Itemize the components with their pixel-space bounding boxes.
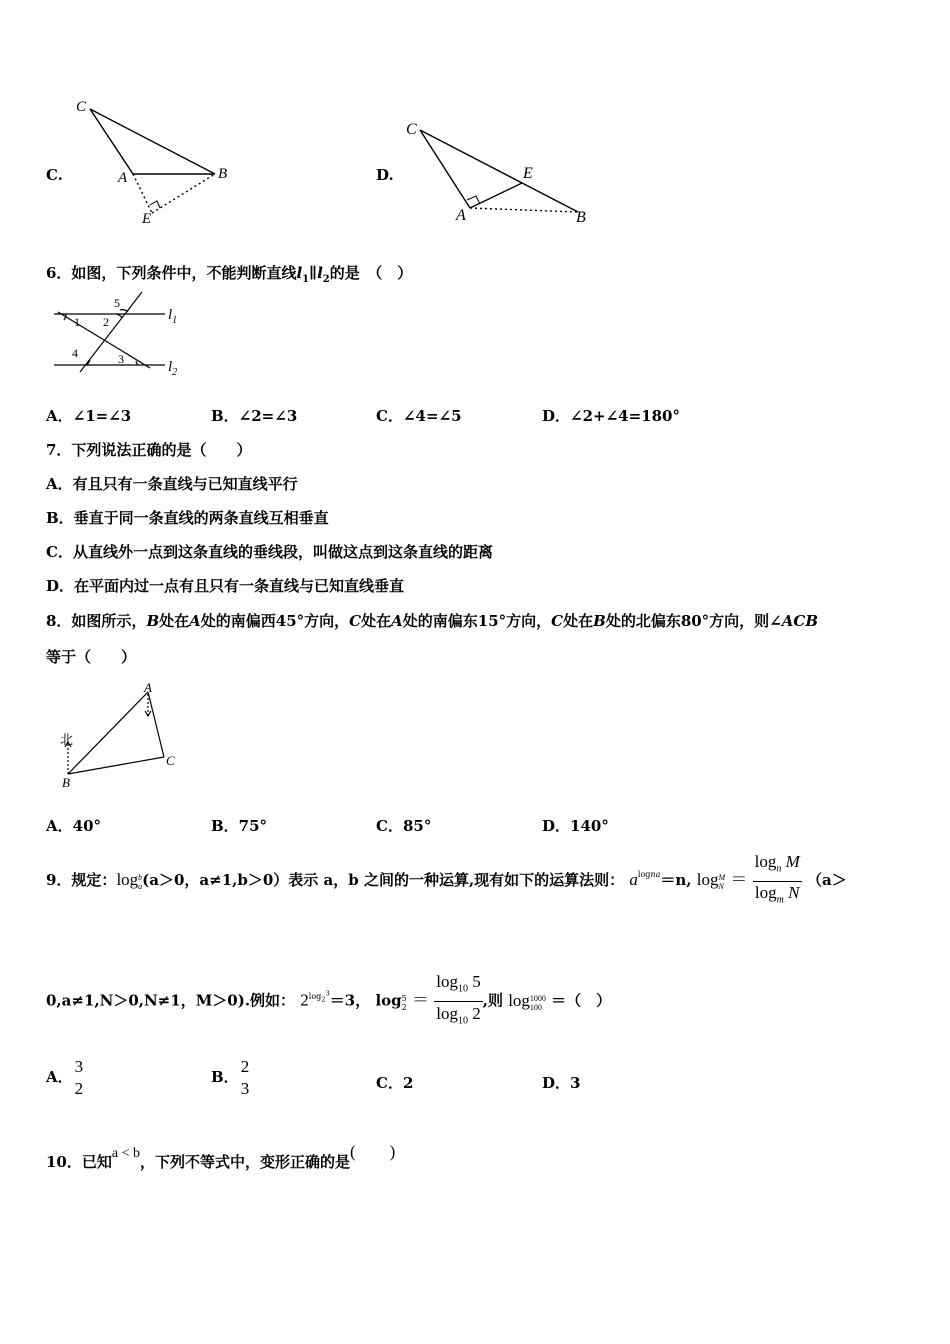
q10-paren: ( ) <box>350 1142 396 1161</box>
option-b-fraction: 2 3 <box>240 1057 250 1098</box>
q8-stem-line1: 8．如图所示，B处在A处的南偏西45°方向，C处在A处的南偏东15°方向，C处在B处的北偏东80°方向，则∠ACB <box>46 612 819 630</box>
q6-option-d[interactable]: D．∠2+∠4=180° <box>542 407 680 425</box>
q9-option-b[interactable]: B． 2 3 <box>211 1057 250 1098</box>
example2-subscript: 5 2 <box>401 993 407 1012</box>
q8-option-b[interactable]: B．75° <box>211 817 268 835</box>
segment-cb <box>90 109 215 174</box>
label-b: B <box>62 775 70 790</box>
label-e: E <box>523 165 533 182</box>
q9-option-c[interactable]: C．2 <box>376 1074 414 1092</box>
example2-equals: ＝ <box>412 990 429 1010</box>
angle-arc-2 <box>116 314 122 318</box>
label-a: A <box>144 680 152 695</box>
segment-ac <box>148 692 164 757</box>
segment-cb <box>420 130 578 212</box>
segment-ae <box>133 174 152 213</box>
angle-arc-3 <box>136 361 138 365</box>
angle-arc-1 <box>64 314 66 320</box>
option-a-fraction: 3 2 <box>74 1057 84 1098</box>
q6-figure <box>50 288 190 380</box>
example2-fraction: $\frac{\log_{10} 5}{\log_{10} 2}$ <box>436 971 481 1027</box>
right-angle-mark <box>150 201 160 208</box>
q8-option-c[interactable]: C．85° <box>376 817 432 835</box>
label-e: E <box>142 211 152 225</box>
q5-figure-c <box>70 95 240 225</box>
q7-option-a[interactable]: A．有且只有一条直线与已知直线平行 <box>46 475 298 493</box>
label-b: B <box>218 166 228 182</box>
q7-stem: 7．下列说法正确的是（ ） <box>46 441 252 459</box>
rule2-fraction: $\frac{\log_n M}{\log_m N}$ <box>754 852 800 905</box>
angle-2: 2 <box>103 315 109 329</box>
q5-figure-d <box>400 112 600 227</box>
example1-base: 2 <box>300 990 309 1010</box>
angle-5: 5 <box>114 296 120 310</box>
question-log: log 1000 100 <box>508 990 546 1012</box>
label-l2: $l_2$ <box>168 359 178 378</box>
log-expression: log b a <box>116 870 143 891</box>
q6-option-a[interactable]: A．∠1=∠3 <box>46 407 132 425</box>
q9-option-d[interactable]: D．3 <box>542 1074 581 1092</box>
rule2-lhs: log M N <box>696 870 726 891</box>
q8-option-a[interactable]: A．40° <box>46 817 102 835</box>
q7-option-c[interactable]: C．从直线外一点到这条直线的垂线段，叫做这点到这条直线的距离 <box>46 543 493 561</box>
segment-eb <box>152 174 215 213</box>
label-a: A <box>118 170 128 186</box>
segment-ab <box>470 208 578 212</box>
q6-stem: 6．如图，下列条件中，不能判断直线$l_1\parallel l_2$的是 （ ） <box>46 264 413 285</box>
segment-ca <box>420 130 470 208</box>
q7-option-b[interactable]: B．垂直于同一条直线的两条直线互相垂直 <box>46 509 329 527</box>
example1-exponent: log23 <box>308 989 330 1004</box>
q10-stem: 10．已知a < b，下列不等式中，变形正确的是( ) <box>46 1142 396 1171</box>
q8-stem-line2: 等于（ ） <box>46 648 137 666</box>
label-a: A <box>456 207 466 224</box>
q10-condition: a < b <box>111 1146 140 1161</box>
q9-stem-line2: 0,a≠1,N＞0,N≠1，M＞0).例如： $2^{log_2^3}=3$， log 5 2 ＝ $\frac{\log_{10} 5}{\log_{10} 2}$ ,则 log 1000 100 ＝（ ） <box>46 955 611 1031</box>
rule1-base: a <box>629 870 638 889</box>
rule1-exponent: logna <box>637 870 661 879</box>
label-c: C <box>76 99 87 115</box>
angle-4: 4 <box>72 346 78 360</box>
north-label: 北 <box>60 732 74 747</box>
q8-figure <box>50 680 190 792</box>
label-b: B <box>576 209 586 226</box>
segment-ae <box>470 183 522 208</box>
rule2-equals: ＝ <box>730 870 748 889</box>
q5-option-c-label[interactable]: C. <box>46 166 63 184</box>
label-c: C <box>406 121 417 138</box>
segment-ca <box>90 109 133 174</box>
q9-option-a[interactable]: A． 3 2 <box>46 1057 84 1098</box>
angle-1: 1 <box>74 315 80 329</box>
q7-option-d[interactable]: D．在平面内过一点有且只有一条直线与已知直线垂直 <box>46 577 405 595</box>
q6-option-c[interactable]: C．∠4=∠5 <box>376 407 462 425</box>
label-l1: $l_1$ <box>168 307 178 326</box>
q6-option-b[interactable]: B．∠2=∠3 <box>211 407 298 425</box>
angle-arc-5 <box>120 310 128 312</box>
right-angle-mark <box>467 196 480 204</box>
angle-3: 3 <box>118 352 124 366</box>
q9-stem-line1: 9．规定：log b a (a＞0，a≠1,b＞0）表示 a，b 之间的一种运算,现有如下的运算法则： $a^{logna}=n$, log M N ＝ $\frac{\log_n M}{\log_m N}$ （a＞ <box>46 845 847 905</box>
q5-option-d-label[interactable]: D. <box>376 166 394 184</box>
label-c: C <box>166 753 175 768</box>
q8-option-d[interactable]: D．140° <box>542 817 609 835</box>
